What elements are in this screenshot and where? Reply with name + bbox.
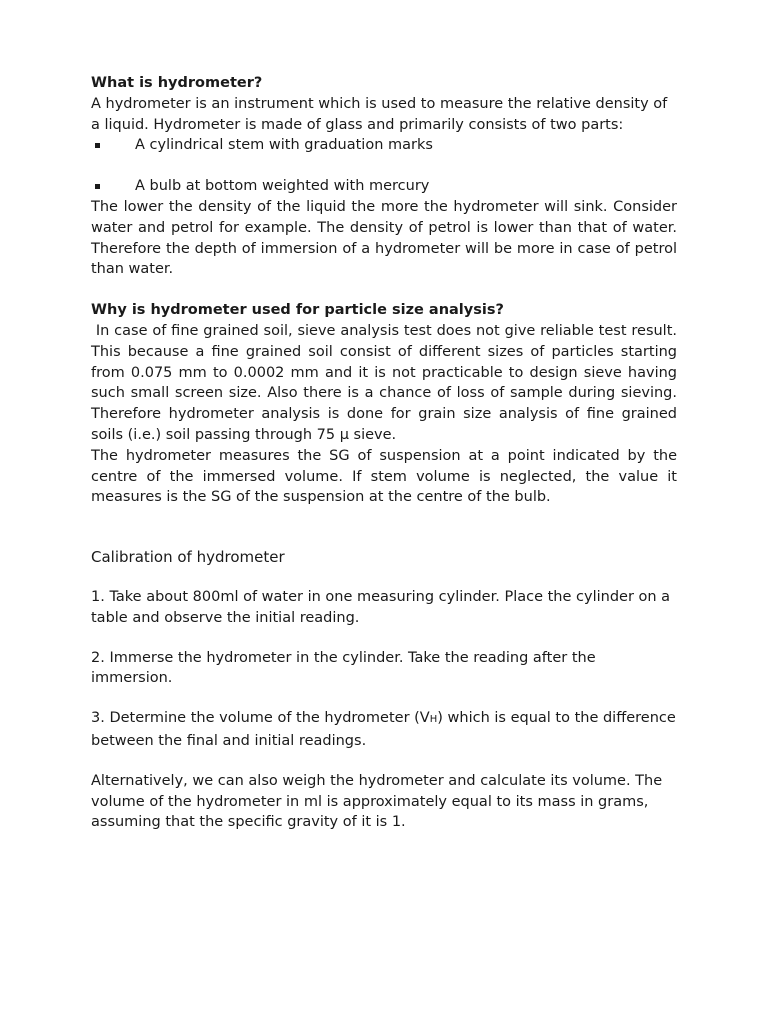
intro-paragraph: A hydrometer is an instrument which is used to measure the relative density of a liquid. Hydrometer is made of glass and primarily consists of two parts:	[91, 95, 668, 133]
sieve-paragraph: In case of fine grained soil, sieve analysis test does not give reliable test result. This because a fine grained soil consist of different sizes of particles starting from 0.075 mm to 0.0002 mm and it is not practicable to design sieve having such small screen size. Also there is a chance of loss of sample during sieving. Therefore hydrometer analysis is done for grain size analysis of fine grained soils (i.e.) soil passing through 75 µ sieve.	[91, 322, 682, 443]
section-heading-calibration: Calibration of hydrometer	[91, 548, 285, 567]
sg-paragraph: The hydrometer measures the SG of suspension at a point indicated by the centre of the immersed volume. If stem volume is neglected, the value it measures is the SG of the suspension at the centre of the bulb.	[91, 447, 677, 506]
step3-text-after: ) which is equal to the difference between the final and initial readings.	[91, 710, 676, 749]
section-heading-why: Why is hydrometer used for particle size analysis?	[91, 302, 504, 319]
step3-subscript: H	[429, 714, 438, 726]
alternative-paragraph: Alternatively, we can also weigh the hydrometer and calculate its volume. The volume of the hydrometer in ml is approximately equal to its mass in grams, assuming that the specific gravity of it is 1.	[91, 772, 663, 831]
calibration-step-3	[91, 708, 677, 752]
density-paragraph: The lower the density of the liquid the more the hydrometer will sink. Consider water and petrol for example. The density of petrol is lower than that of water. Therefore the depth of immersion of a hydrometer will be more in case of petrol than water.	[91, 198, 677, 278]
bullet-square-icon	[95, 184, 100, 189]
section-heading-what: What is hydrometer?	[91, 75, 263, 91]
bullet-text: A bulb at bottom weighted with mercury	[135, 178, 430, 195]
step3-text-before: 3. Determine the volume of the hydrometer (V	[91, 710, 430, 727]
bullet-square-icon	[95, 143, 100, 148]
calibration-step-2: 2. Immerse the hydrometer in the cylinder. Take the reading after the immersion.	[91, 649, 596, 687]
bullet-item-stem	[91, 135, 677, 156]
calibration-step-1: 1. Take about 800ml of water in one measuring cylinder. Place the cylinder on a table and observe the initial reading.	[91, 588, 671, 626]
document-content	[91, 73, 682, 833]
bullet-item-bulb	[91, 176, 677, 197]
bullet-text: A cylindrical stem with graduation marks	[135, 137, 433, 154]
